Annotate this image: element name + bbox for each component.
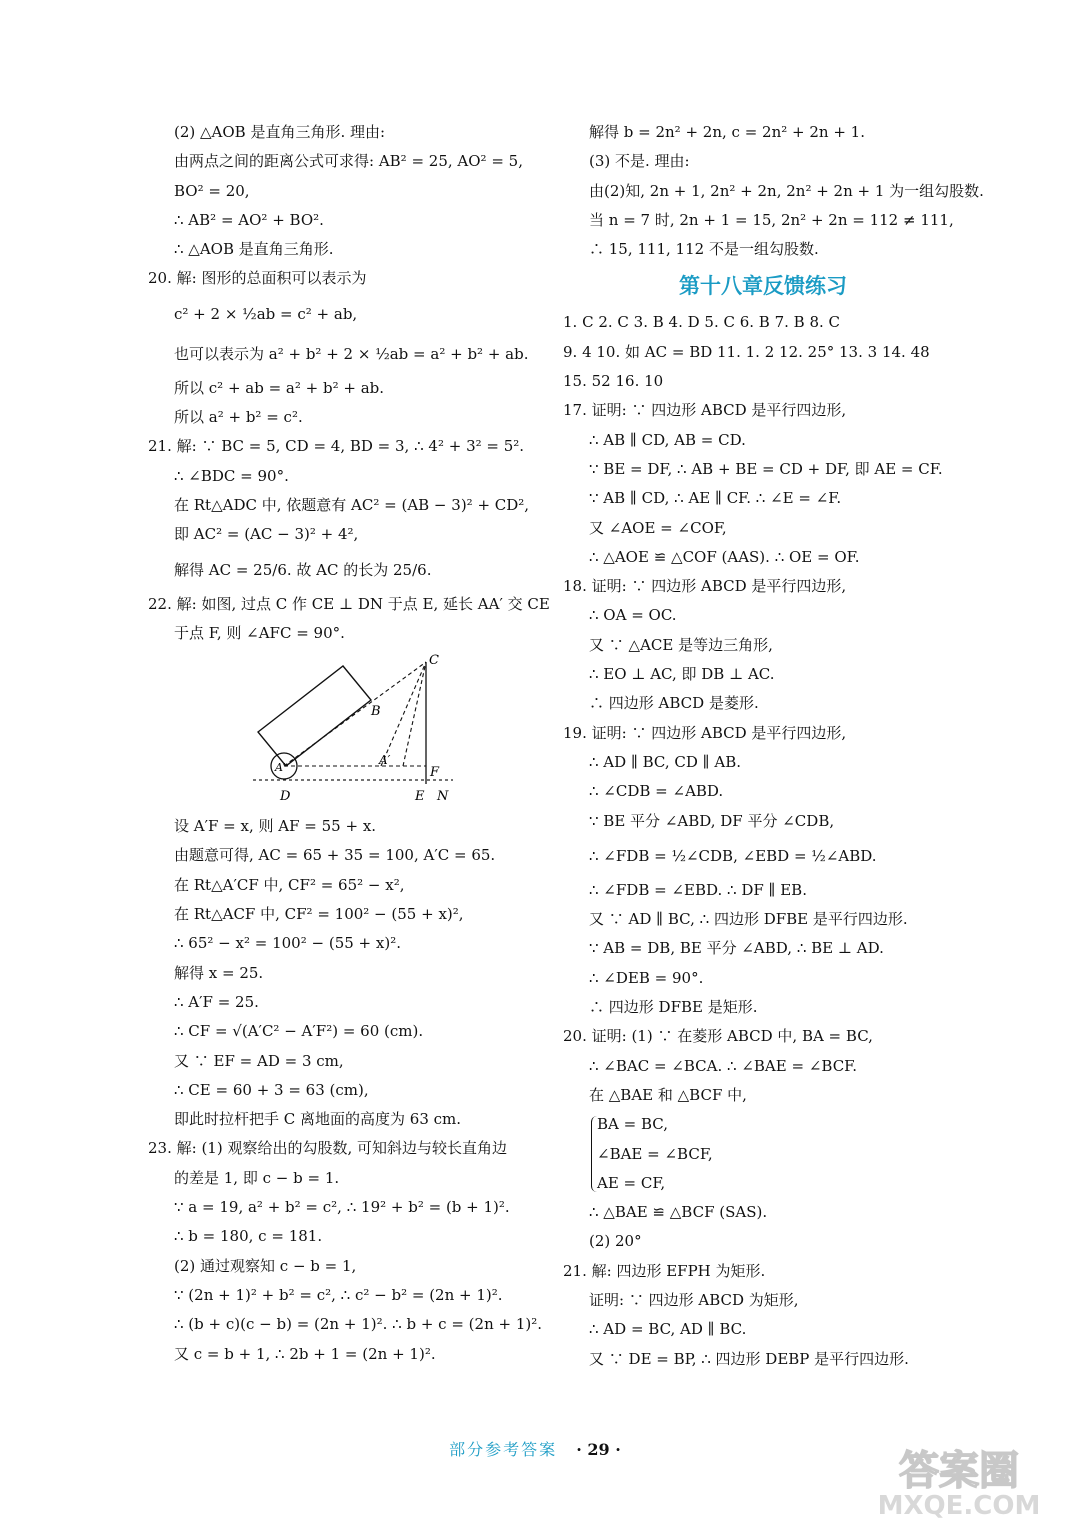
left-text-block-2 <box>148 812 548 1369</box>
text-line: ∵ BE 平分 ∠ABD, DF 平分 ∠CDB, <box>589 811 835 830</box>
text-line: ∴ ∠FDB = ½∠CDB, ∠EBD = ½∠ABD. <box>589 846 877 865</box>
text-line: 于点 F, 则 ∠AFC = 90°. <box>174 623 345 642</box>
text-line: ∵ AB ∥ CD, ∴ AE ∥ CF. ∴ ∠E = ∠F. <box>589 489 842 508</box>
text-line: 又 ∵ DE = BP, ∴ 四边形 DEBP 是平行四边形. <box>589 1349 909 1368</box>
text-line: ∵ a = 19, a² + b² = c², ∴ 19² + b² = (b + 1)². <box>174 1198 510 1217</box>
text-line: ∴ ∠BAC = ∠BCA. ∴ ∠BAE = ∠BCF. <box>589 1056 858 1075</box>
brace-line: ∠BAE = ∠BCF, <box>597 1144 713 1163</box>
text-line: ∴ AB² = AO² + BO². <box>174 210 324 229</box>
text-line: 21. 解: ∵ BC = 5, CD = 4, BD = 3, ∴ 4² + 3² = 5². <box>148 437 525 456</box>
right-text-block <box>563 308 963 1110</box>
label-b: B <box>371 704 381 720</box>
text-line: ∴ AD = BC, AD ∥ BC. <box>589 1320 747 1339</box>
text-line: ∴ 四边形 DFBE 是矩形. <box>589 998 758 1017</box>
text-line: 在 Rt△A′CF 中, CF² = 65² − x², <box>174 875 405 894</box>
text-line: 23. 解: (1) 观察给出的勾股数, 可知斜边与较长直角边 <box>148 1139 507 1158</box>
text-line: ∴ 15, 111, 112 不是一组勾股数. <box>589 240 819 259</box>
left-column <box>148 118 548 1369</box>
text-line: 又 c = b + 1, ∴ 2b + 1 = (2n + 1)². <box>174 1344 436 1363</box>
text-line: ∴ A′F = 25. <box>174 992 259 1011</box>
text-line: 9. 4 10. 如 AC = BD 11. 1. 2 12. 25° 13. 3 14. 48 <box>563 342 930 361</box>
text-line: 由两点之间的距离公式可求得: AB² = 25, AO² = 5, <box>174 152 523 171</box>
text-line: 所以 c² + ab = a² + b² + ab. <box>174 378 385 397</box>
text-line: ∴ OA = OC. <box>589 606 677 625</box>
text-line: 又 ∠AOE = ∠COF, <box>589 518 727 537</box>
text-line: ∴ CF = √(A′C² − A′F²) = 60 (cm). <box>174 1022 424 1041</box>
text-line: 即此时拉杆把手 C 离地面的高度为 63 cm. <box>174 1110 462 1129</box>
text-line: ∴ 四边形 ABCD 是菱形. <box>589 694 759 713</box>
text-line: 20. 证明: (1) ∵ 在菱形 ABCD 中, BA = BC, <box>563 1027 873 1046</box>
right-text-top <box>563 118 984 264</box>
section-title: 第十八章反馈练习 <box>679 274 847 299</box>
text-line: 在 △BAE 和 △BCF 中, <box>589 1085 747 1104</box>
text-line: BO² = 20, <box>174 181 250 200</box>
right-column <box>563 118 984 1374</box>
text-line: 15. 52 16. 10 <box>563 372 664 391</box>
text-line: 解得 x = 25. <box>174 963 264 982</box>
text-line: 19. 证明: ∵ 四边形 ABCD 是平行四边形, <box>563 723 847 742</box>
text-line: ∴ (b + c)(c − b) = (2n + 1)². ∴ b + c = (2n + 1)². <box>174 1315 543 1334</box>
text-line: ∴ EO ⊥ AC, 即 DB ⊥ AC. <box>589 665 775 684</box>
page-number: · 29 · <box>576 1440 621 1459</box>
text-line: (2) △AOB 是直角三角形. 理由: <box>174 123 386 141</box>
label-a-prime-2: A′ <box>379 753 391 768</box>
label-c: C <box>429 653 439 669</box>
left-text-block <box>148 118 548 648</box>
text-line: ∴ ∠BDC = 90°. <box>174 466 289 485</box>
text-line: 又 ∵ EF = AD = 3 cm, <box>174 1051 344 1070</box>
text-line: 设 A′F = x, 则 AF = 55 + x. <box>174 817 377 836</box>
label-a-prime-1: A′ <box>275 761 286 775</box>
text-line: ∴ △BAE ≌ △BCF (SAS). <box>589 1203 768 1222</box>
text-line: 当 n = 7 时, 2n + 1 = 15, 2n² + 2n = 112 ≠ 111, <box>589 210 954 229</box>
text-line: (3) 不是. 理由: <box>589 152 690 171</box>
text-line: 17. 证明: ∵ 四边形 ABCD 是平行四边形, <box>563 401 847 420</box>
text-line: (2) 通过观察知 c − b = 1, <box>174 1256 357 1275</box>
brace-line: BA = BC, <box>597 1115 668 1134</box>
text-line: ∵ BE = DF, ∴ AB + BE = CD + DF, 即 AE = CF. <box>589 459 943 478</box>
text-line: ∴ AB ∥ CD, AB = CD. <box>589 430 746 449</box>
text-line: 21. 解: 四边形 EFPH 为矩形. <box>563 1261 766 1280</box>
text-line: 证明: ∵ 四边形 ABCD 为矩形, <box>589 1290 799 1309</box>
line-c-mid <box>403 662 426 766</box>
text-line: 的差是 1, 即 c − b = 1. <box>174 1168 340 1187</box>
text-line: ∴ AD ∥ BC, CD ∥ AB. <box>589 752 742 771</box>
svg-text:MXQE.COM: MXQE.COM <box>877 1491 1041 1521</box>
text-line: ∵ (2n + 1)² + b² = c², ∴ c² − b² = (2n + 1)². <box>174 1285 503 1304</box>
text-line: 由(2)知, 2n + 1, 2n² + 2n, 2n² + 2n + 1 为一组勾股数. <box>589 181 984 200</box>
text-line: 1. C 2. C 3. B 4. D 5. C 6. B 7. B 8. C <box>563 313 841 332</box>
text-line: 在 Rt△ADC 中, 依题意有 AC² = (AB − 3)² + CD², <box>174 495 530 514</box>
svg-text:答案圈: 答案圈 <box>899 1448 1019 1494</box>
text-line: 22. 解: 如图, 过点 C 作 CE ⊥ DN 于点 E, 延长 AA′ 交 CE <box>148 594 550 613</box>
label-e: E <box>415 789 425 805</box>
text-line: 解得 b = 2n² + 2n, c = 2n² + 2n + 1. <box>589 123 865 141</box>
footer-label: 部分参考答案 <box>449 1440 558 1459</box>
text-line: ∴ △AOB 是直角三角形. <box>174 240 334 259</box>
text-line: ∴ ∠FDB = ∠EBD. ∴ DF ∥ EB. <box>589 880 807 899</box>
text-line: ∴ ∠CDB = ∠ABD. <box>589 782 724 801</box>
text-line: (2) 20° <box>589 1232 642 1251</box>
text-line: 解得 AC = 25/6. 故 AC 的长为 25/6. <box>174 560 432 579</box>
right-text-block-2 <box>563 1198 963 1374</box>
text-line: 20. 解: 图形的总面积可以表示为 <box>148 269 367 288</box>
text-line: ∴ ∠DEB = 90°. <box>589 968 704 987</box>
brace-system <box>563 1110 963 1198</box>
text-line: 由题意可得, AC = 65 + 35 = 100, A′C = 65. <box>174 846 496 865</box>
geometry-figure <box>243 652 453 812</box>
text-line: ∵ AB = DB, BE 平分 ∠ABD, ∴ BE ⊥ AD. <box>589 939 884 958</box>
text-line: 即 AC² = (AC − 3)² + 4², <box>174 525 359 544</box>
text-line: ∴ △AOE ≌ △COF (AAS). ∴ OE = OF. <box>589 547 860 566</box>
text-line: 18. 证明: ∵ 四边形 ABCD 是平行四边形, <box>563 577 847 596</box>
text-line: ∴ CE = 60 + 3 = 63 (cm), <box>174 1080 369 1099</box>
label-f: F <box>430 765 440 781</box>
line-a2c <box>381 662 426 766</box>
label-d: D <box>280 789 291 805</box>
suitcase-rect <box>258 666 371 766</box>
watermark-logo <box>864 1436 1054 1522</box>
label-n: N <box>437 789 449 805</box>
text-line: 又 ∵ AD ∥ BC, ∴ 四边形 DFBE 是平行四边形. <box>589 910 908 929</box>
text-line: 所以 a² + b² = c². <box>174 408 303 427</box>
brace-line: AE = CF, <box>597 1173 666 1192</box>
text-line: c² + 2 × ½ab = c² + ab, <box>174 304 358 323</box>
text-line: 在 Rt△ACF 中, CF² = 100² − (55 + x)², <box>174 905 464 924</box>
text-line: 又 ∵ △ACE 是等边三角形, <box>589 635 773 654</box>
text-line: ∴ 65² − x² = 100² − (55 + x)². <box>174 934 401 953</box>
text-line: 也可以表示为 a² + b² + 2 × ½ab = a² + b² + ab. <box>174 344 529 363</box>
text-line: ∴ b = 180, c = 181. <box>174 1227 323 1246</box>
